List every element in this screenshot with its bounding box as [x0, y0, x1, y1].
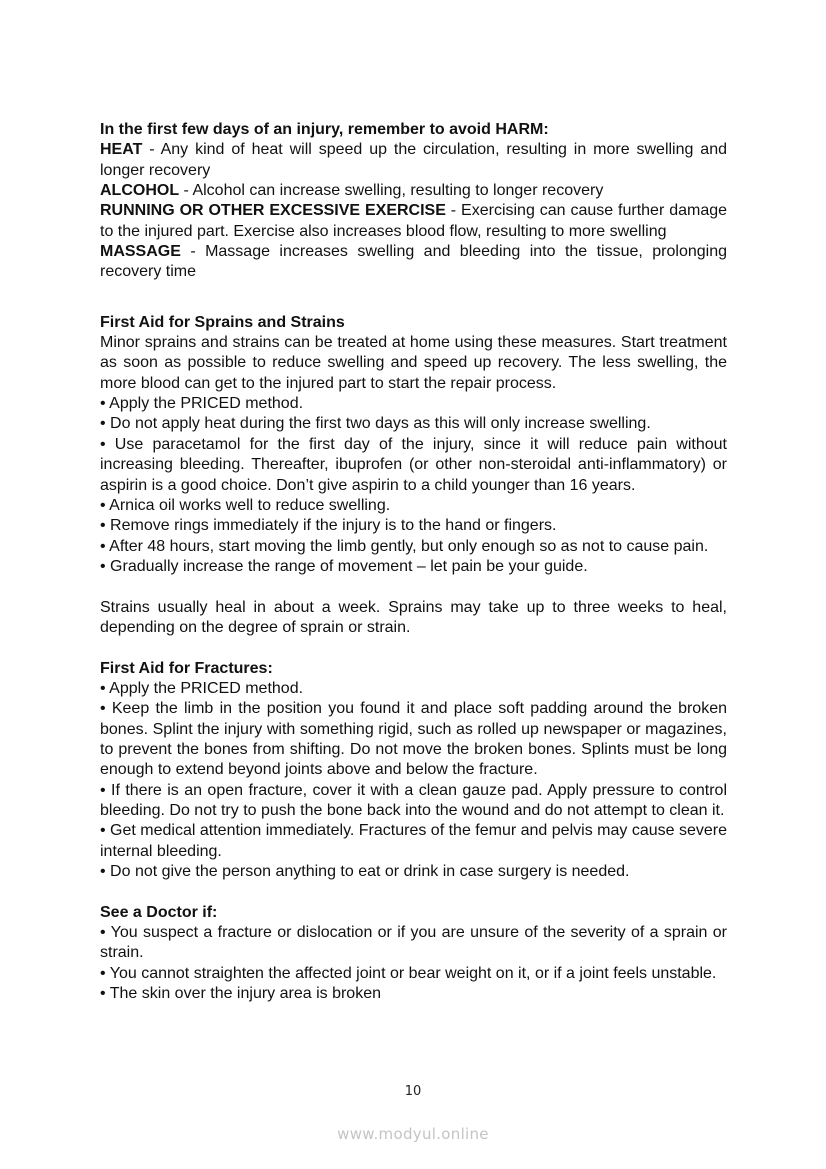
sprains-intro: Minor sprains and strains can be treated at home using these measures. Start treatment as soon as possible to reduce swelling and speed up recovery. The less swelling, the more blood can get to the injured part to start the repair process. [100, 334, 727, 392]
list-item: • You suspect a fracture or dislocation or if you are unsure of the severity of a sprain or strain. [100, 924, 727, 962]
doctor-section [100, 903, 727, 1005]
harm-section [100, 120, 727, 283]
harm-description: - Any kind of heat will speed up the circulation, resulting in more swelling and longer recovery [100, 141, 727, 179]
list-item: • Do not apply heat during the first two days as this will only increase swelling. [100, 415, 651, 433]
list-item: • Gradually increase the range of movement – let pain be your guide. [100, 557, 588, 575]
harm-item-alcohol [100, 181, 727, 201]
list-item: • After 48 hours, start moving the limb gently, but only enough so as not to cause pain. [100, 537, 709, 555]
list-item: • Arnica oil works well to reduce swelling. [100, 496, 391, 514]
harm-term: RUNNING OR OTHER EXCESSIVE EXERCISE [100, 202, 446, 220]
spacer [100, 638, 727, 658]
list-item: • Keep the limb in the position you found it and place soft padding around the broken bones. Splint the injury with something rigid, such as rolled up newspaper or magazines, to prevent the bones from shifting. Do not move the broken bones. Splints must be long enough to extend beyond joints above and below the fracture. [100, 700, 727, 779]
list-item: • Do not give the person anything to eat or drink in case surgery is needed. [100, 863, 630, 881]
list-item: • The skin over the injury area is broken [100, 985, 381, 1003]
harm-description: - Exercising can cause further damage to the injured part. Exercise also increases blood flow, resulting to more swelling [100, 202, 728, 240]
spacer [100, 882, 727, 902]
spacer [100, 283, 727, 313]
watermark: www.modyul.online [337, 1125, 489, 1143]
document-page [100, 120, 727, 1004]
harm-item-heat [100, 140, 727, 181]
sprains-section [100, 313, 727, 639]
harm-term: MASSAGE [100, 243, 181, 261]
harm-item-running [100, 201, 727, 242]
harm-term: ALCOHOL [100, 182, 180, 200]
list-item: • Apply the PRICED method. [100, 679, 304, 697]
list-item: • Get medical attention immediately. Fractures of the femur and pelvis may cause severe internal bleeding. [100, 822, 727, 860]
spacer [100, 577, 727, 597]
list-item: • Remove rings immediately if the injury is to the hand or fingers. [100, 517, 557, 535]
list-item: • Apply the PRICED method. [100, 395, 304, 413]
harm-heading: In the first few days of an injury, remember to avoid HARM: [100, 121, 549, 138]
harm-description: - Massage increases swelling and bleeding into the tissue, prolonging recovery time [100, 243, 727, 281]
list-item: • You cannot straighten the affected joint or bear weight on it, or if a joint feels unstable. [100, 964, 717, 982]
sprains-closing: Strains usually heal in about a week. Sprains may take up to three weeks to heal, depending on the degree of sprain or strain. [100, 598, 727, 636]
sprains-heading: First Aid for Sprains and Strains [100, 313, 345, 331]
list-item: • If there is an open fracture, cover it with a clean gauze pad. Apply pressure to control bleeding. Do not try to push the bone back into the wound and do not attempt to clean it. [100, 781, 727, 819]
list-item: • Use paracetamol for the first day of the injury, since it will reduce pain without increasing bleeding. Thereafter, ibuprofen (or other non-steroidal anti-inflammatory) or aspirin is a good choice. Don’t give aspirin to a child younger than 16 years. [100, 435, 727, 494]
harm-item-massage [100, 242, 727, 283]
fractures-section [100, 659, 727, 883]
fractures-heading: First Aid for Fractures: [100, 659, 273, 677]
doctor-heading: See a Doctor if: [100, 903, 218, 921]
page-number: 10 [404, 1084, 422, 1099]
harm-description: - Alcohol can increase swelling, resulting to longer recovery [179, 182, 604, 200]
harm-term: HEAT [100, 141, 143, 159]
